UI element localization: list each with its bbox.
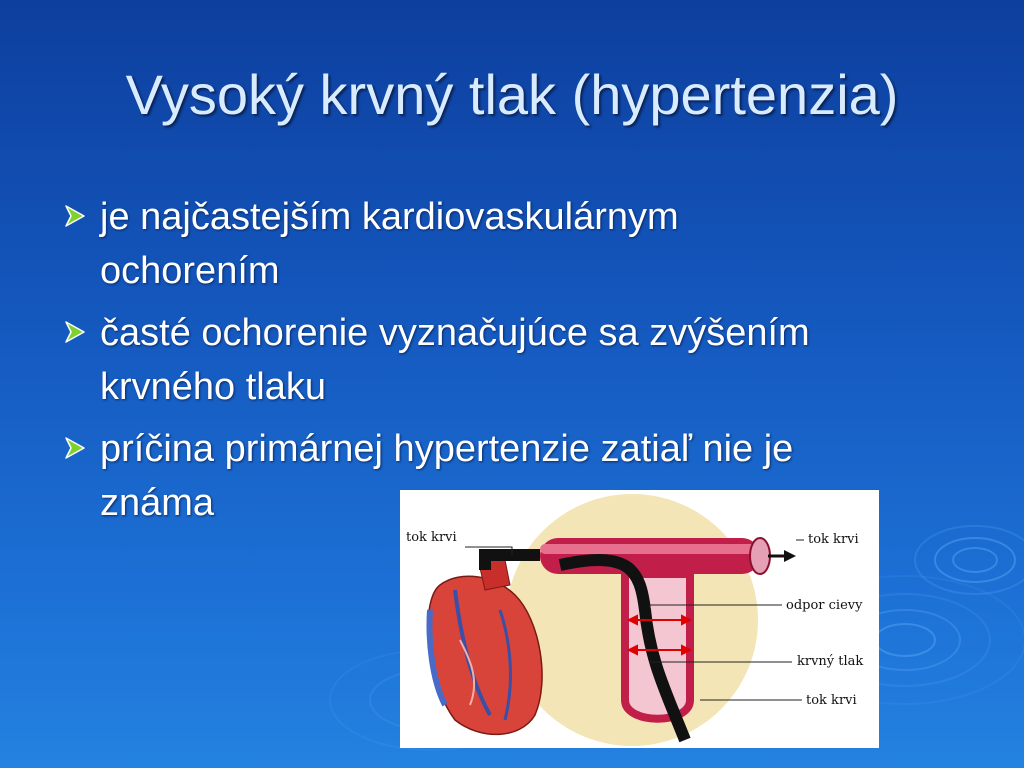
label-flow-bottom: tok krvi	[806, 693, 857, 708]
label-resistance: odpor cievy	[786, 598, 863, 613]
bullet-item	[62, 306, 962, 414]
bullet-text-line2: ochorením	[100, 250, 280, 292]
bullet-list	[62, 190, 962, 538]
diagram-illustration	[400, 490, 879, 748]
bullet-text-line1: je najčastejším kardiovaskulárnym	[100, 196, 679, 238]
arrow-right-icon	[62, 435, 88, 461]
slide-title: Vysoký krvný tlak (hypertenzia)	[125, 63, 899, 126]
label-flow-in: tok krvi	[406, 530, 457, 545]
arrow-right-icon	[62, 319, 88, 345]
label-flow-out: tok krvi	[808, 532, 859, 547]
bullet-text-line1: časté ochorenie vyznačujúce sa zvýšením	[100, 312, 810, 354]
bullet-text-line1: príčina primárnej hypertenzie zatiaľ nie je	[100, 428, 794, 470]
bullet-text-line2: krvného tlaku	[100, 366, 327, 408]
blood-pressure-diagram	[400, 490, 879, 748]
arrow-right-icon	[62, 203, 88, 229]
label-pressure: krvný tlak	[797, 654, 864, 669]
bullet-item	[62, 190, 962, 298]
bullet-text-line2: známa	[100, 482, 215, 524]
